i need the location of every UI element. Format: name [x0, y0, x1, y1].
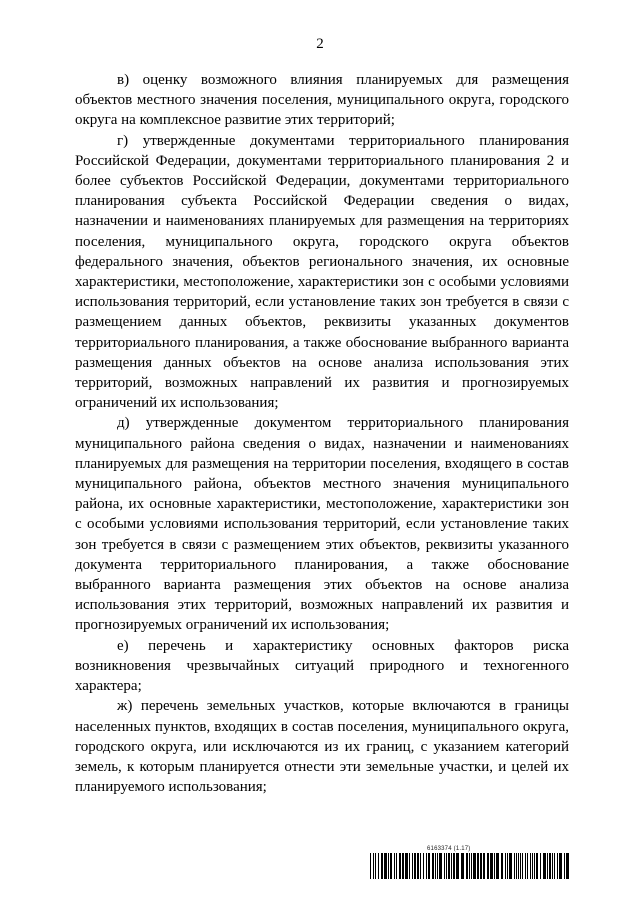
paragraph-e: е) перечень и характеристику основных факторов риска возникновения чрезвычайных ситуаций природного и техногенного характера;: [75, 637, 569, 695]
barcode: [370, 853, 570, 879]
paragraph-zh: ж) перечень земельных участков, которые включаются в границы населенных пунктов, входящих в состав поселения, муниципального округа, городского округа, или исключаются из их границ, с указанием категорий земель, к которым планируется отнести эти земельные участки, и целей их планируемого использования;: [75, 698, 569, 796]
page-number: 2: [316, 36, 324, 52]
paragraph-d: д) утвержденные документом территориального планирования муниципального района сведения о видах, назначении и наименованиях планируемых для размещения на территории поселения, входящего в состав муниципального района, объектов местного значения муниципального района, их основные характеристики, местоположение, характеристики зон с особыми условиями использования территорий, если установление таких зон требуется в связи с размещением этих объектов, реквизиты указанного документа территориального планирования, а также обоснование выбранного варианта размещения этих объектов на основе анализа использования этих территорий, возможных направлений их развития и прогнозируемых ограничений их использования;: [75, 415, 569, 634]
document-code: 6163374 (1.17): [427, 846, 471, 852]
document-body: [75, 70, 569, 797]
paragraph-g: г) утвержденные документами территориального планирования Российской Федерации, документами территориального планирования 2 и более субъектов Российской Федерации, документами территориального планирования субъекта Российской Федерации сведения о видах, назначении и наименованиях планируемых для размещения на территориях поселения, муниципального округа, городского округа объектов федерального значения, объектов регионального значения, их основные характеристики, местоположение, характеристики зон с особыми условиями использования территорий, если установление таких зон требуется в связи с размещением данных объектов, реквизиты указанных документов территориального планирования, а также обоснование выбранного варианта размещения данных объектов на основе анализа использования этих территорий, возможных направлений их развития и прогнозируемых ограничений их использования;: [75, 132, 569, 412]
paragraph-v: в) оценку возможного влияния планируемых для размещения объектов местного значения поселения, муниципального округа, городского округа на комплексное развитие этих территорий;: [75, 72, 569, 129]
